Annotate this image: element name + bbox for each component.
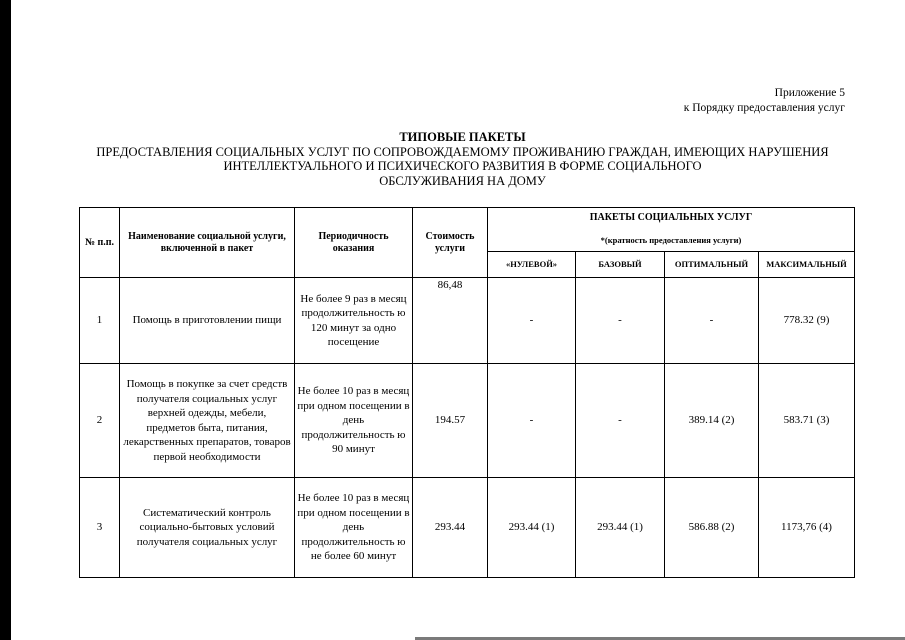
scan-border-left bbox=[0, 0, 11, 640]
title-line-1: ТИПОВЫЕ ПАКЕТЫ bbox=[399, 130, 526, 144]
row-cost: 86,48 bbox=[413, 278, 488, 364]
row-service-name: Систематический контроль социально-бытовых условий получателя социальных услуг bbox=[120, 478, 295, 578]
row-maximal: 778.32 (9) bbox=[759, 278, 855, 364]
row-period: Не более 10 раз в месяц при одном посещении в день продолжительность ю не более 60 минут bbox=[295, 478, 413, 578]
title-line-4: ОБСЛУЖИВАНИЯ НА ДОМУ bbox=[379, 173, 546, 188]
header-packages-label: ПАКЕТЫ СОЦИАЛЬНЫХ УСЛУГ bbox=[589, 212, 753, 223]
row-optimal: 586.88 (2) bbox=[665, 478, 759, 578]
row-period: Не более 10 раз в месяц при одном посещении в день продолжительность ю 90 минут bbox=[295, 364, 413, 478]
row-service-name: Помощь в приготовлении пищи bbox=[120, 278, 295, 364]
row-service-name: Помощь в покупке за счет средств получателя социальных услуг верхней одежды, мебели, предметов быта, питания, лекарственных препаратов, товаров первой необходимости bbox=[120, 364, 295, 478]
table-row bbox=[80, 278, 855, 364]
header-row-1 bbox=[80, 208, 855, 252]
row-optimal: 389.14 (2) bbox=[665, 364, 759, 478]
header-packages bbox=[488, 208, 855, 252]
row-num: 1 bbox=[80, 278, 120, 364]
appendix-line-2: к Порядку предоставления услуг bbox=[683, 102, 845, 114]
header-optimal: ОПТИМАЛЬНЫЙ bbox=[665, 252, 759, 278]
header-packages-note: *(кратность предоставления услуги) bbox=[600, 234, 742, 245]
header-period: Периодичность оказания bbox=[295, 208, 413, 278]
appendix-line-1: Приложение 5 bbox=[774, 87, 845, 99]
row-cost: 194.57 bbox=[413, 364, 488, 478]
header-maximal: МАКСИМАЛЬНЫЙ bbox=[759, 252, 855, 278]
row-basic: - bbox=[576, 278, 665, 364]
appendix-note bbox=[684, 86, 845, 116]
row-basic: - bbox=[576, 364, 665, 478]
row-basic: 293.44 (1) bbox=[576, 478, 665, 578]
header-cost: Стоимость услуги bbox=[413, 208, 488, 278]
header-num: № п.п. bbox=[80, 208, 120, 278]
document-title bbox=[40, 130, 885, 188]
header-name: Наименование социальной услуги, включенной в пакет bbox=[120, 208, 295, 278]
row-num: 3 bbox=[80, 478, 120, 578]
title-line-2: ПРЕДОСТАВЛЕНИЯ СОЦИАЛЬНЫХ УСЛУГ ПО СОПРОВОЖДАЕМОМУ ПРОЖИВАНИЮ ГРАЖДАН, ИМЕЮЩИХ НАРУШЕНИЯ bbox=[96, 144, 829, 159]
row-zero: 293.44 (1) bbox=[488, 478, 576, 578]
header-zero: «НУЛЕВОЙ» bbox=[488, 252, 576, 278]
title-line-3: ИНТЕЛЛЕКТУАЛЬНОГО И ПСИХИЧЕСКОГО РАЗВИТИЯ В ФОРМЕ СОЦИАЛЬНОГО bbox=[223, 159, 702, 173]
row-num: 2 bbox=[80, 364, 120, 478]
row-zero: - bbox=[488, 278, 576, 364]
row-optimal: - bbox=[665, 278, 759, 364]
service-packages-table bbox=[79, 207, 855, 578]
header-basic: БАЗОВЫЙ bbox=[576, 252, 665, 278]
table-row bbox=[80, 364, 855, 478]
row-maximal: 583.71 (3) bbox=[759, 364, 855, 478]
table-row bbox=[80, 478, 855, 578]
row-cost: 293.44 bbox=[413, 478, 488, 578]
row-maximal: 1173,76 (4) bbox=[759, 478, 855, 578]
row-period: Не более 9 раз в месяц продолжительность ю 120 минут за одно посещение bbox=[295, 278, 413, 364]
row-zero: - bbox=[488, 364, 576, 478]
